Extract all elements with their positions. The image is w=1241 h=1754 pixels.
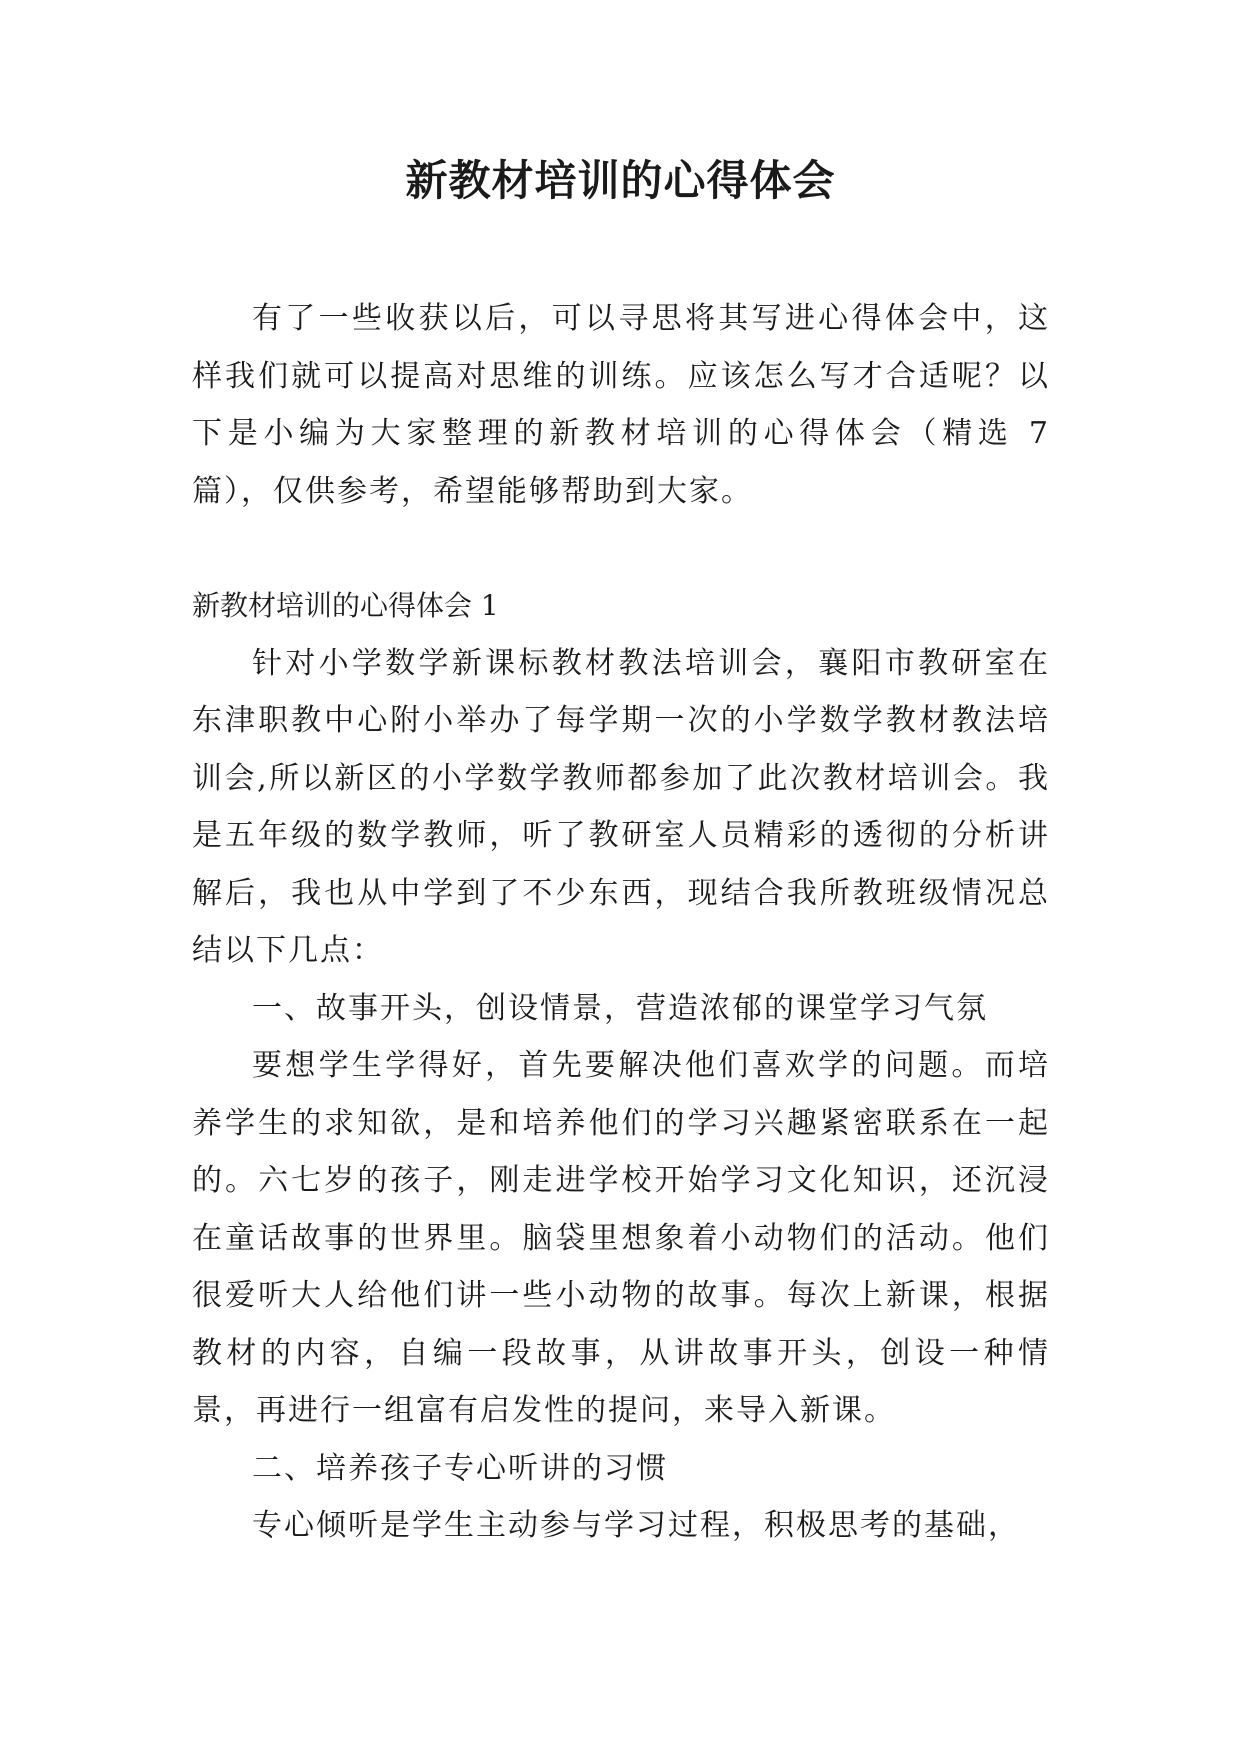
- body-paragraph-1: 针对小学数学新课标教材教法培训会，襄阳市教研室在东津职教中心附小举办了每学期一次的小学数学教材教法培训会,所以新区的小学数学教师都参加了此次教材培训会。我是五年级的数学教师，听了教研室人员精彩的透彻的分析讲解后，我也从中学到了不少东西，现结合我所教班级情况总结以下几点：: [192, 645, 1050, 968]
- paragraph-gap: [192, 520, 1050, 577]
- section-title: 新教材培训的心得体会 1: [192, 589, 499, 622]
- intro-paragraph: 有了一些收获以后，可以寻思将其写进心得体会中，这样我们就可以提高对思维的训练。应该怎么写才合适呢？以下是小编为大家整理的新教材培训的心得体会（精选 7 篇），仅供参考，希望能够帮助到大家。: [192, 301, 1050, 509]
- document-title: 新教材培训的心得体会: [405, 156, 836, 205]
- body-paragraph-2: 要想学生学得好，首先要解决他们喜欢学的问题。而培养学生的求知欲，是和培养他们的学习兴趣紧密联系在一起的。六七岁的孩子，刚走进学校开始学习文化知识，还沉浸在童话故事的世界里。脑袋里想象着小动物们的活动。他们很爱听大人给他们讲一些小动物的故事。每次上新课，根据教材的内容，自编一段故事，从讲故事开头，创设一种情景，再进行一组富有启发性的提问，来导入新课。: [192, 1048, 1050, 1428]
- subheading-1: 一、故事开头，创设情景，营造浓郁的课堂学习气氛: [252, 990, 988, 1026]
- subheading-2: 二、培养孩子专心听讲的习惯: [252, 1450, 668, 1486]
- document-body: [192, 290, 1050, 1555]
- body-paragraph-3: 专心倾听是学生主动参与学习过程，积极思考的基础，: [252, 1508, 1020, 1543]
